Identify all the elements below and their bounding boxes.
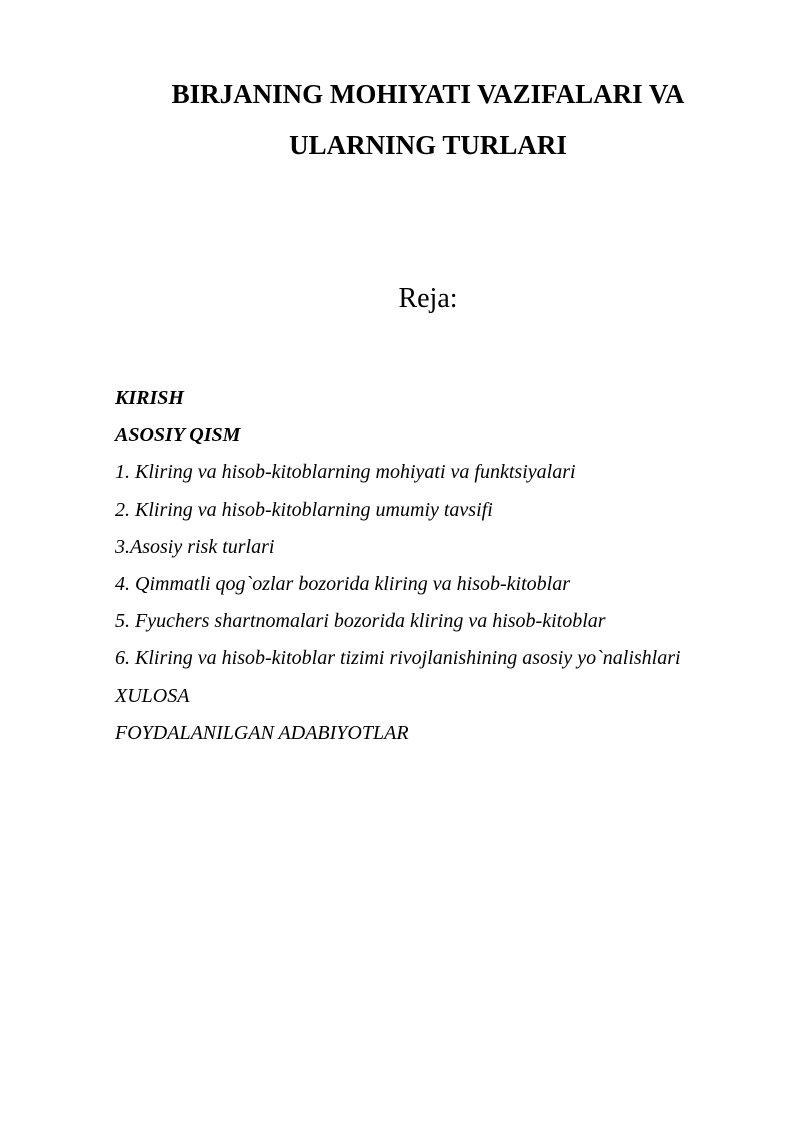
toc-item-references: FOYDALANILGAN ADABIYOTLAR xyxy=(115,721,409,744)
table-of-contents xyxy=(115,380,775,752)
toc-item-main-part: ASOSIY QISM xyxy=(115,424,241,447)
toc-item-4: 4. Qimmatli qog`ozlar bozorida kliring va hisob-kitoblar xyxy=(115,572,570,595)
toc-item-6: 6. Kliring va hisob-kitoblar tizimi rivojlanishining asosiy yo`nalishlari xyxy=(115,647,681,670)
toc-item-2: 2. Kliring va hisob-kitoblarning umumiy tavsifi xyxy=(115,498,493,521)
document-title-line-2: ULARNING TURLARI xyxy=(289,130,567,160)
toc-item-5: 5. Fyuchers shartnomalari bozorida kliring va hisob-kitoblar xyxy=(115,610,606,633)
document-title-line-1: BIRJANING MOHIYATI VAZIFALARI VA xyxy=(171,79,685,109)
toc-item-1: 1. Kliring va hisob-kitoblarning mohiyati va funktsiyalari xyxy=(115,461,576,484)
plan-heading: Reja: xyxy=(398,283,458,314)
toc-item-introduction: KIRISH xyxy=(115,387,184,409)
toc-item-conclusion: XULOSA xyxy=(115,684,190,707)
toc-item-3: 3.Asosiy risk turlari xyxy=(115,535,275,558)
